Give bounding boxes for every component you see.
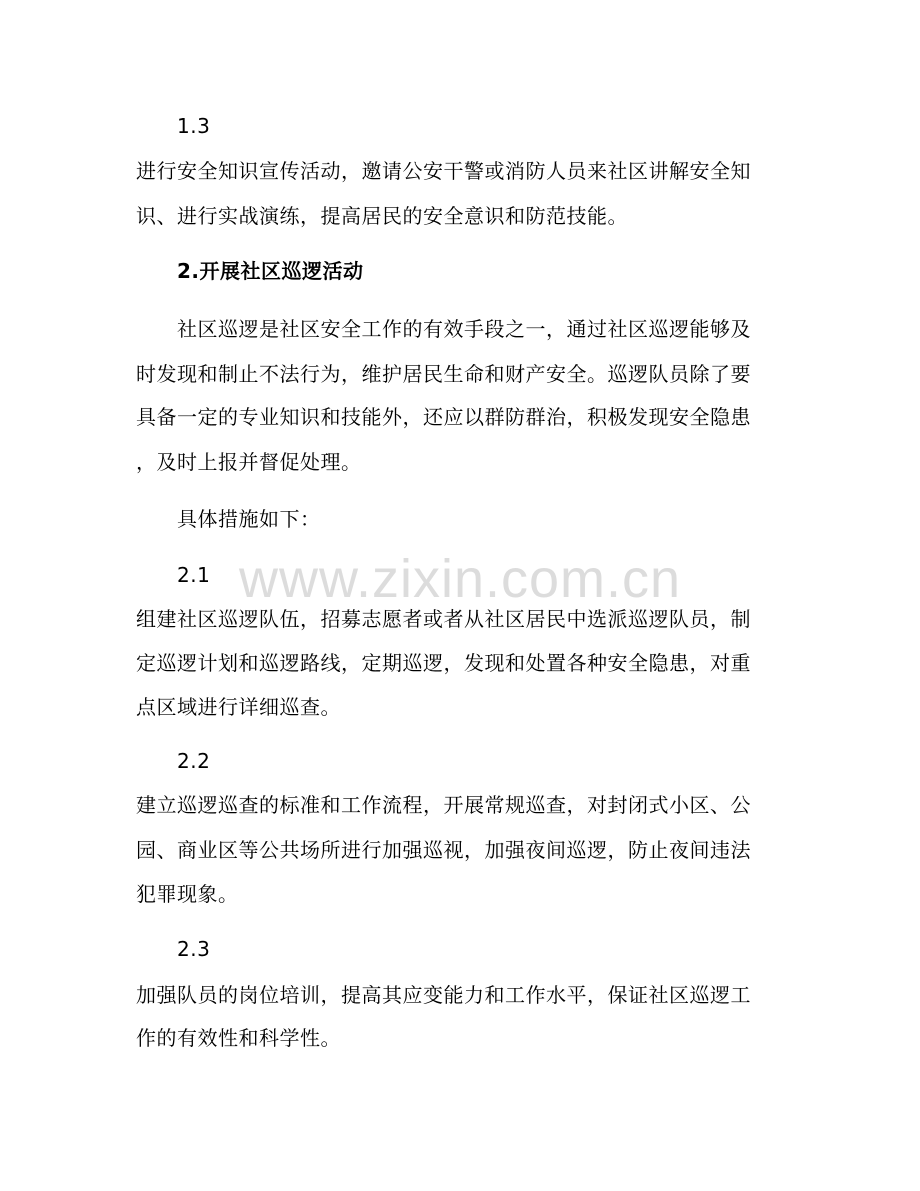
paragraph-line: 园、商业区等公共场所进行加强巡视，加强夜间巡逻，防止夜间违法	[136, 838, 751, 862]
paragraph-line: 进行安全知识宣传活动，邀请公安干警或消防人员来社区讲解安全知	[136, 159, 751, 183]
section-number-2-2: 2.2	[177, 749, 211, 773]
paragraph-line: 建立巡逻巡查的标准和工作流程，开展常规巡查，对封闭式小区、公	[136, 793, 751, 817]
watermark: www.zixin.com.cn	[238, 549, 682, 609]
section-number-2-3: 2.3	[177, 937, 211, 961]
section-number-1-3: 1.3	[177, 114, 211, 138]
section-number-2-1: 2.1	[177, 563, 211, 587]
paragraph-line: 点区域进行详细巡查。	[136, 695, 341, 719]
paragraph-line: 时发现和制止不法行为，维护居民生命和财产安全。巡逻队员除了要	[136, 362, 751, 386]
paragraph-line: 具备一定的专业知识和技能外，还应以群防群治，积极发现安全隐患	[136, 405, 751, 429]
section-heading-2: 2.开展社区巡逻活动	[177, 259, 364, 283]
paragraph-line: 定巡逻计划和巡逻路线，定期巡逻，发现和处置各种安全隐患，对重	[136, 651, 751, 675]
paragraph-line: 加强队员的岗位培训，提高其应变能力和工作水平，保证社区巡逻工	[136, 983, 751, 1007]
paragraph-line: 犯罪现象。	[136, 882, 239, 906]
paragraph-line: 作的有效性和科学性。	[136, 1026, 341, 1050]
paragraph-line: ，及时上报并督促处理。	[136, 450, 362, 474]
measures-intro: 具体措施如下：	[177, 507, 321, 531]
paragraph-line: 社区巡逻是社区安全工作的有效手段之一，通过社区巡逻能够及	[177, 317, 751, 341]
paragraph-line: 组建社区巡逻队伍，招募志愿者或者从社区居民中选派巡逻队员，制	[136, 607, 751, 631]
paragraph-line: 识、进行实战演练，提高居民的安全意识和防范技能。	[136, 204, 628, 228]
